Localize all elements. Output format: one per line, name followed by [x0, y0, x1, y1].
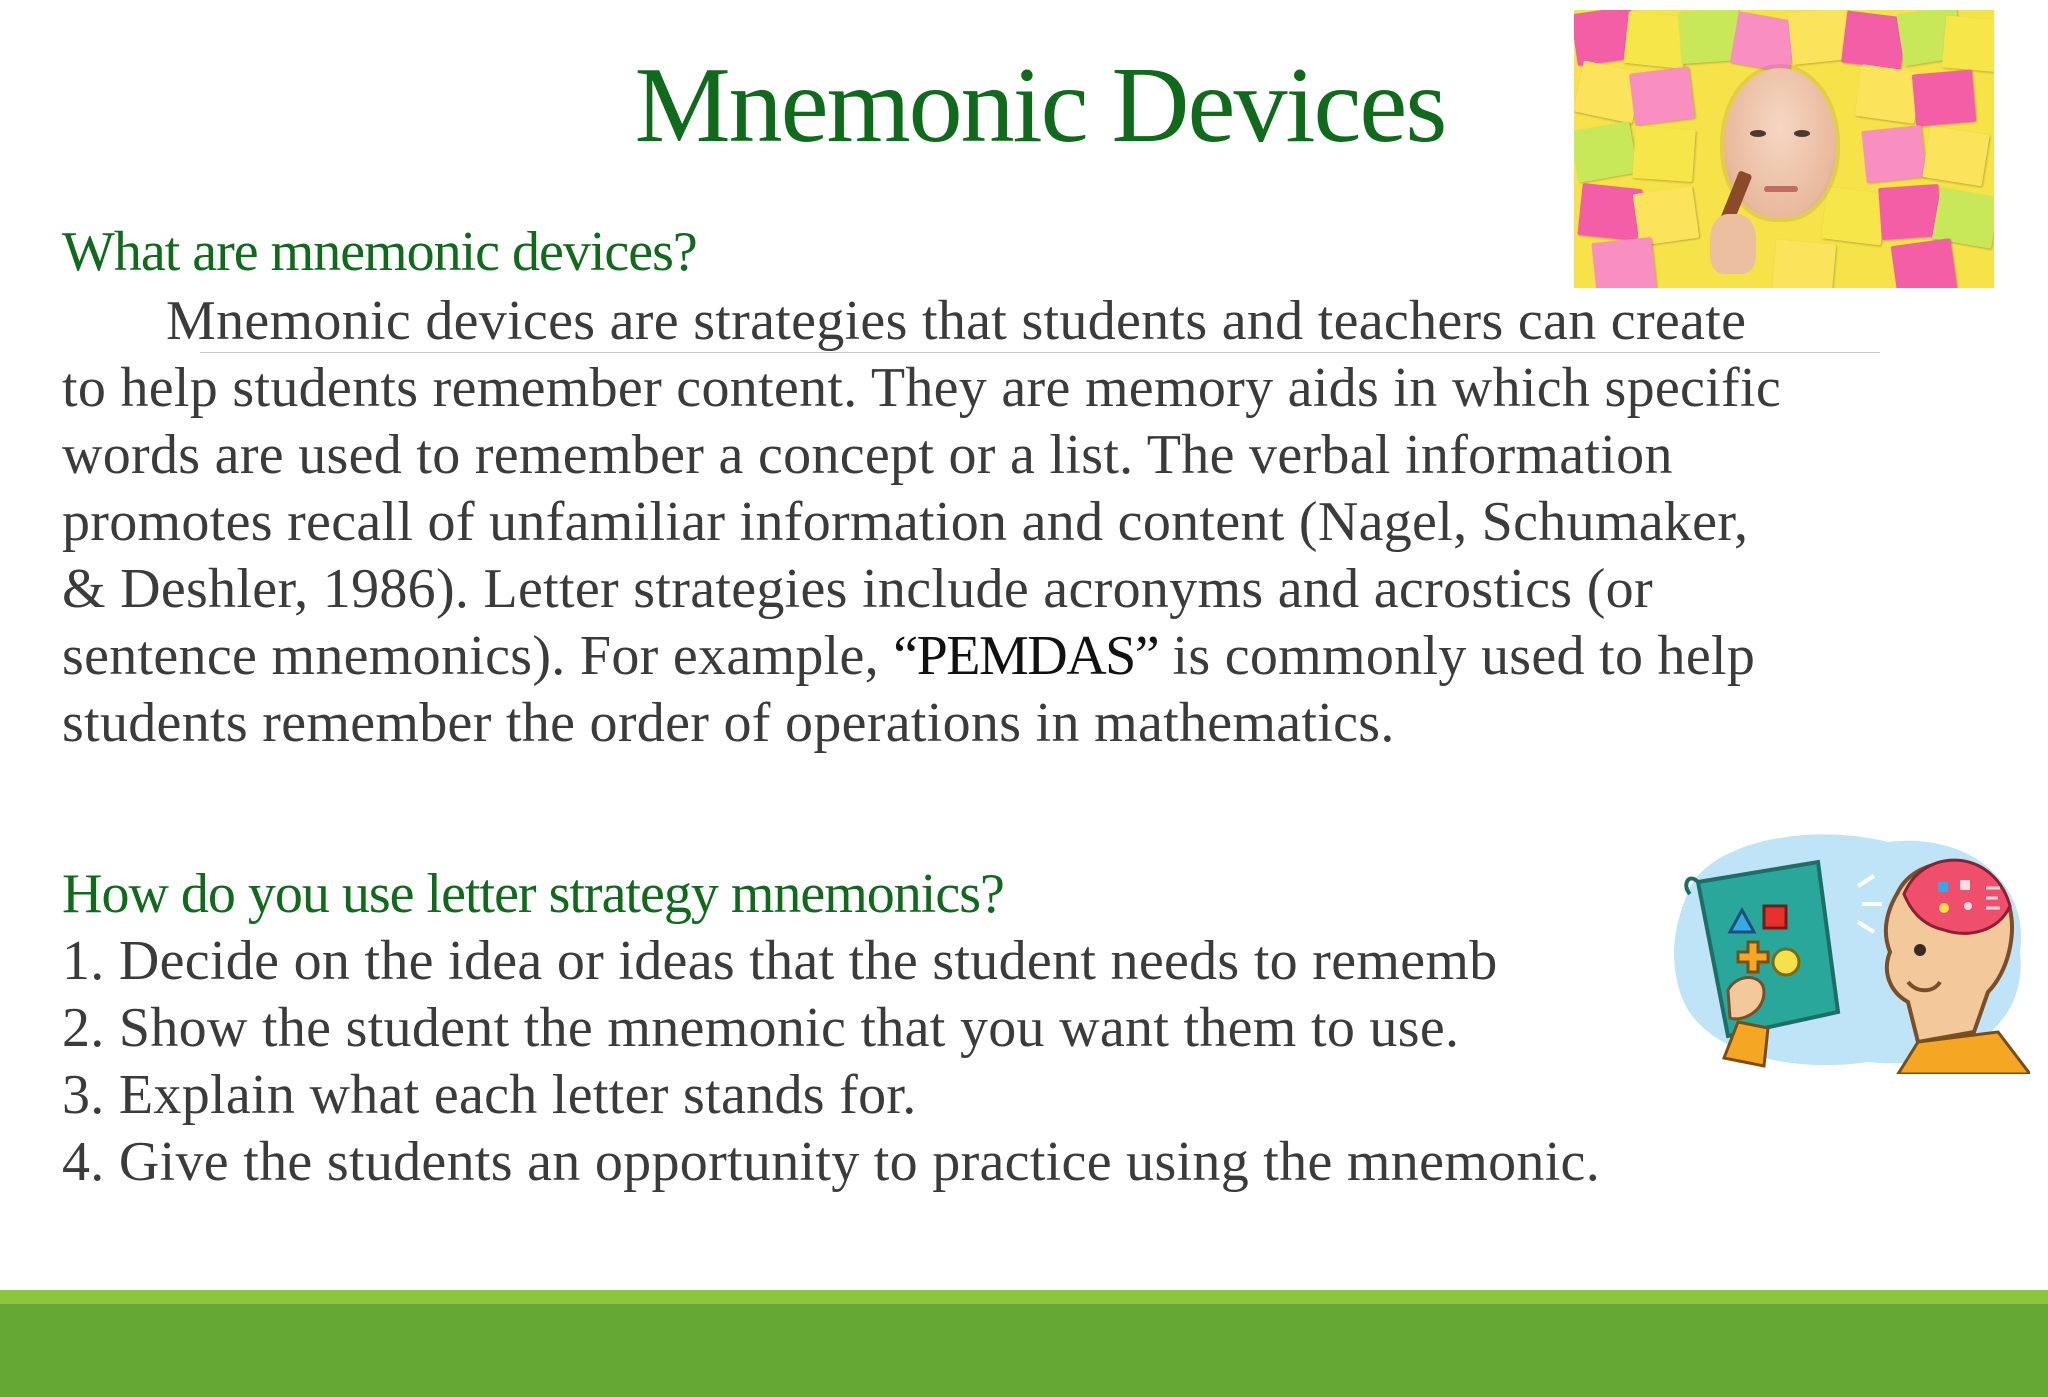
circle-shape	[1773, 949, 1799, 975]
sticky-note-shape	[1629, 67, 1695, 126]
mouth-shape	[1764, 186, 1798, 192]
paragraph-text: is commonly used to help	[1158, 625, 1756, 687]
sticky-note-shape	[1591, 237, 1656, 288]
square-shape	[1764, 906, 1786, 928]
slide-title: Mnemonic Devices	[634, 46, 1446, 165]
section-heading-how: How do you use letter strategy mnemonics?	[62, 863, 1004, 925]
hand-shape	[1710, 214, 1756, 274]
paragraph-line: words are used to remember a concept or a list. The verbal information	[62, 424, 1673, 486]
step-item: 3. Explain what each letter stands for.	[62, 1064, 917, 1126]
paragraph-line: & Deshler, 1986). Letter strategies include acronyms and acrostics (or	[62, 558, 1653, 620]
footer-band-dark	[0, 1304, 2048, 1397]
sticky-note-shape	[1942, 15, 1994, 72]
sticky-note-shape	[1861, 125, 1926, 183]
sticky-note-shape	[1891, 238, 1958, 288]
paragraph-line: promotes recall of unfamiliar information and content (Nagel, Schumaker,	[62, 491, 1749, 553]
paragraph-line: Mnemonic devices are strategies that students and teachers can create	[166, 290, 1747, 352]
footer-band-light	[0, 1290, 2048, 1304]
step-item: 1. Decide on the idea or ideas that the student needs to rememb	[62, 930, 1498, 992]
brain-square-blue	[1938, 882, 1948, 892]
eye-shape	[1914, 944, 1926, 956]
student-thinking-clipart	[1668, 822, 2030, 1074]
paragraph-text: sentence mnemonics). For example,	[62, 625, 894, 687]
sticky-note-shape	[1772, 239, 1836, 288]
brain-dot-white	[1964, 902, 1972, 910]
brain-dot-yellow	[1939, 903, 1949, 913]
pemdas-emphasis: “PEMDAS”	[893, 625, 1159, 687]
paragraph-line: students remember the order of operations in mathematics.	[62, 692, 1395, 754]
sticky-note-shape	[1912, 69, 1976, 126]
paragraph-line: to help students remember content. They are memory aids in which specific	[62, 357, 1782, 419]
sticky-note-shape	[1574, 121, 1638, 183]
sticky-note-shape	[1855, 64, 1922, 124]
brain-square-white	[1960, 880, 1970, 890]
definition-paragraph	[62, 288, 1992, 757]
sticky-note-shape	[1632, 126, 1695, 182]
sticky-notes-photo	[1574, 10, 1994, 288]
sticky-note-shape	[1577, 183, 1642, 241]
step-item: 2. Show the student the mnemonic that you want them to use.	[62, 997, 1460, 1059]
sticky-note-shape	[1922, 126, 1989, 187]
eye-shape	[1750, 130, 1766, 137]
step-item: 4. Give the students an opportunity to practice using the mnemonic.	[62, 1131, 1601, 1193]
section-heading-what: What are mnemonic devices?	[62, 221, 697, 283]
paragraph-line	[62, 623, 1992, 690]
eye-shape	[1794, 130, 1810, 137]
sticky-note-shape	[1821, 187, 1887, 246]
